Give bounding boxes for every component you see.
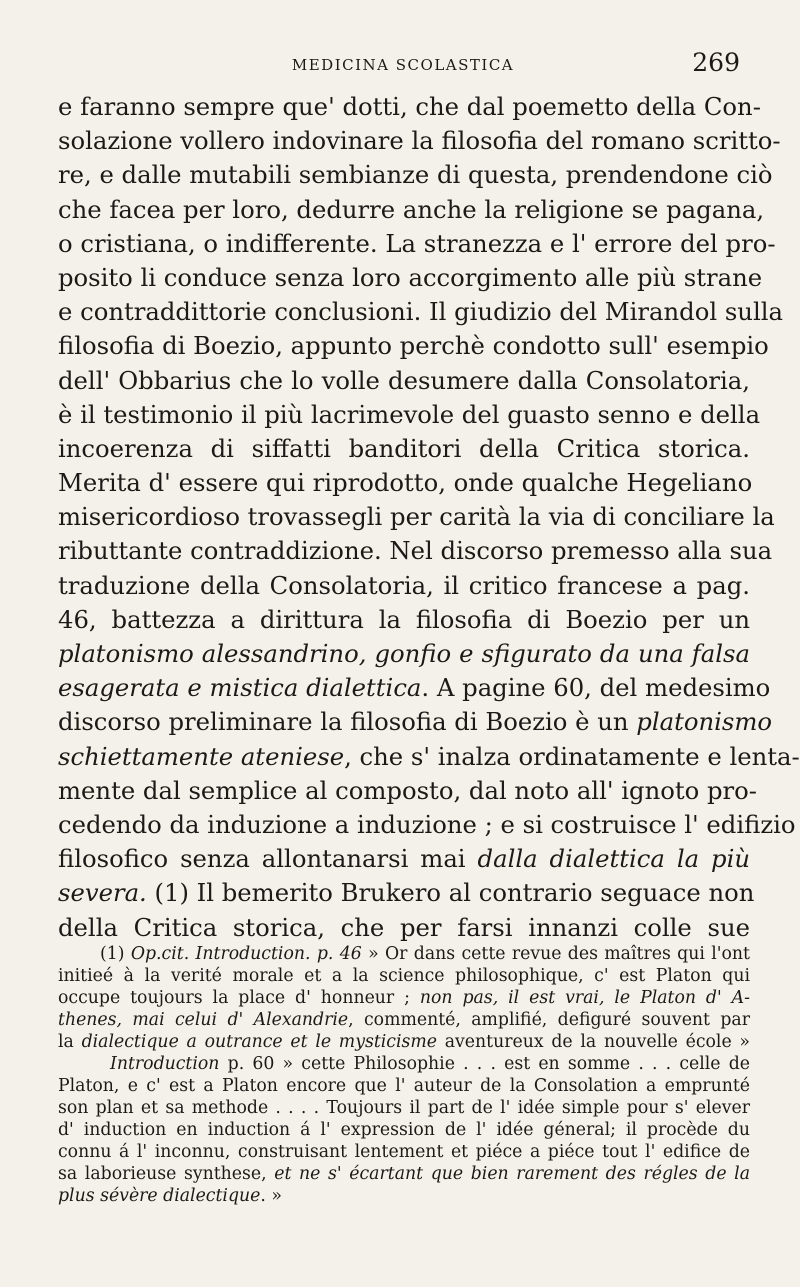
body-line: 46, battezza a dirittura la filosofia di Boezio per un <box>58 604 750 634</box>
footnote-segment: sa laborieuse synthese, <box>58 1164 275 1184</box>
body-line-italic <box>58 637 750 671</box>
body-line: è il testimonio il più lacrimevole del guasto senno e della <box>58 399 761 429</box>
body-line <box>58 705 773 739</box>
footnote-line <box>58 1009 750 1031</box>
body-line: incoerenza di siffatti banditori della Critica storica. <box>58 433 750 463</box>
page-number: 269 <box>692 48 740 77</box>
italic-text: schiettamente ateniese <box>58 741 345 771</box>
body-line: re, e dalle mutabili sembianze di questa, prendendone ciò <box>58 160 773 190</box>
body-line: posito li conduce senza loro accorgimento alle più strane <box>58 262 763 292</box>
body-text <box>58 90 800 945</box>
footnote-marker: (1) <box>100 944 131 964</box>
italic-text: platonismo alessandrino, gonfio e sfigurato da una falsa <box>58 639 750 668</box>
body-line-segment: (1) Il bemerito Brukero al contrario seguace non <box>146 878 755 908</box>
footnote-segment: p. 60 » cette Philosophie . . . est en somme . . . celle de <box>219 1054 750 1074</box>
italic-text: et ne s' écartant que bien rarement des régles de la <box>274 1164 750 1184</box>
footnote-block <box>58 943 750 1207</box>
body-line <box>58 876 755 910</box>
page-header <box>58 48 748 88</box>
body-line: ributtante contraddizione. Nel discorso premesso alla sua <box>58 536 773 566</box>
footnote-segment: la <box>58 1032 82 1052</box>
italic-text: thenes, mai celui d' Alexandrie <box>58 1010 349 1030</box>
body-line: solazione vollero indovinare la filosofia del romano scritto- <box>58 126 781 156</box>
footnote-line <box>58 987 750 1009</box>
italic-text: esagerata e mistica dialettica <box>58 673 422 703</box>
body-line: dell' Obbarius che lo volle desumere dalla Consolatoria, <box>58 365 750 395</box>
body-line: e contraddittorie conclusioni. Il giudizio del Mirandol sulla <box>58 297 783 327</box>
footnote-segment: occupe toujours la place d' honneur ; <box>58 988 420 1008</box>
body-line <box>58 740 800 774</box>
running-title: MEDICINA SCOLASTICA <box>291 56 515 74</box>
italic-text: Introduction <box>110 1054 220 1074</box>
body-line: cedendo da induzione a induzione ; e si costruisce l' edifizio <box>58 809 796 839</box>
body-line: misericordioso trovassegli per carità la via di conciliare la <box>58 502 775 532</box>
italic-text: Op.cit. Introduction. p. 46 <box>130 944 362 964</box>
footnote-line: d' induction en induction á l' expression de l' idée géneral; il procède du <box>58 1120 750 1140</box>
body-line <box>58 842 750 876</box>
italic-text: severa. <box>58 878 147 908</box>
body-line: e faranno sempre que' dotti, che dal poemetto della Con- <box>58 92 761 121</box>
body-line: Merita d' essere qui riprodotto, onde qualche Hegeliano <box>58 468 753 498</box>
italic-text: dalla dialettica la più <box>477 844 750 874</box>
footnote-line: connu á l' inconnu, construisant lentement et piéce a piéce tout l' edifice de <box>58 1142 750 1162</box>
footnote-line <box>58 1163 750 1185</box>
footnote-segment: . » <box>260 1186 282 1206</box>
body-line: che facea per loro, dedurre anche la religione se pagana, <box>58 194 765 224</box>
body-line: della Critica storica, che per farsi innanzi colle sue <box>58 912 750 942</box>
footnote-line: initieé à la verité morale et a la science philosophique, c' est Platon qui <box>58 966 750 986</box>
italic-text: dialectique a outrance et le mysticisme <box>81 1032 437 1052</box>
footnote-segment: aventureux de la nouvelle école » <box>437 1032 751 1052</box>
footnote-line <box>58 1185 750 1207</box>
body-line-segment: discorso preliminare la filosofia di Boezio è un <box>58 707 637 737</box>
body-line: filosofia di Boezio, appunto perchè condotto sull' esempio <box>58 331 769 361</box>
footnote-line <box>58 943 750 965</box>
italic-text: platonismo <box>636 707 773 737</box>
footnote-segment: , commenté, amplifié, defiguré souvent par <box>348 1010 750 1030</box>
footnote-segment: » Or dans cette revue des maîtres qui l'ont <box>361 944 750 964</box>
footnote-line: Platon, e c' est a Platon encore que l' auteur de la Consolation a emprunté <box>58 1076 750 1096</box>
italic-text: plus sévère dialectique <box>58 1186 261 1206</box>
italic-text: non pas, il est vrai, le Platon d' A- <box>419 988 750 1008</box>
body-line <box>58 671 771 705</box>
footnote-line <box>58 1031 750 1053</box>
body-line: o cristiana, o indifferente. La stranezza e l' errore del pro- <box>58 228 776 258</box>
body-line-segment: , che s' inalza ordinatamente e lenta- <box>344 741 800 771</box>
body-line-segment: filosofico senza allontanarsi mai <box>58 844 478 874</box>
body-line: mente dal semplice al composto, dal noto all' ignoto pro- <box>58 775 757 805</box>
footnote-line: son plan et sa methode . . . . Toujours il part de l' idée simple pour s' elever <box>58 1098 750 1118</box>
body-line-segment: . A pagine 60, del medesimo <box>421 673 771 703</box>
body-line: traduzione della Consolatoria, il critico francese a pag. <box>58 570 750 600</box>
footnote-line <box>58 1053 750 1075</box>
